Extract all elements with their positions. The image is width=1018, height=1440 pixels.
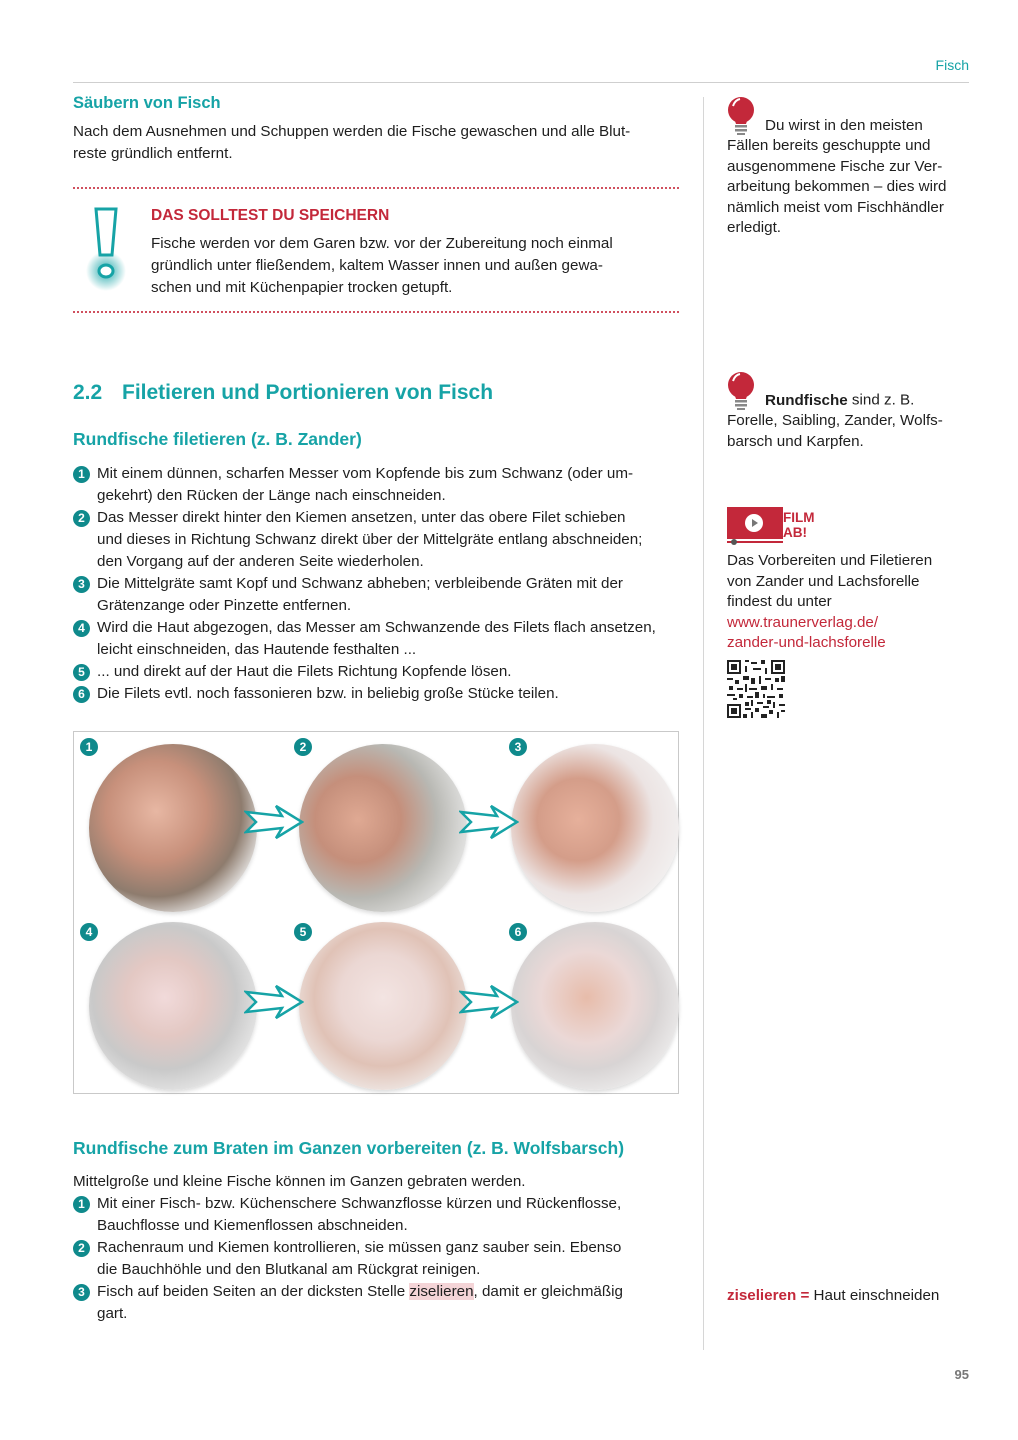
- film-label-line: AB!: [783, 525, 807, 540]
- section-title-text: Filetieren und Portionieren von Fisch: [122, 381, 494, 404]
- cleaning-text: [73, 121, 679, 165]
- highlighted-term: ziselieren: [409, 1283, 474, 1300]
- step-number-icon: 1: [73, 466, 90, 483]
- step-line: ... und direkt auf der Haut die Filets Richtung Kopfende lösen.: [97, 663, 512, 680]
- arrow-right-icon: [459, 984, 519, 1020]
- roast-intro: Mittelgroße und kleine Fische können im Ganzen gebraten werden.: [73, 1173, 526, 1190]
- film-label: [783, 510, 815, 540]
- fillet-step: [73, 661, 679, 683]
- play-icon: [745, 514, 763, 532]
- arrow-right-icon: [244, 984, 304, 1020]
- fillet-photo-sequence: [73, 731, 679, 1094]
- tip-2-text: sind z. B.: [847, 391, 915, 409]
- tip-1-line: Fällen bereits geschuppte und: [727, 137, 931, 154]
- fillet-step: [73, 463, 679, 507]
- video-progress-knob: [731, 539, 737, 545]
- video-play-icon[interactable]: [727, 507, 783, 539]
- memo-bottom-border: [73, 311, 679, 313]
- step-line: den Vorgang auf der anderen Seite wiederholen.: [97, 553, 424, 570]
- step-number-icon: 2: [73, 1240, 90, 1257]
- tip-2-line: Forelle, Saibling, Zander, Wolfs-: [727, 412, 943, 429]
- step-number-icon: 5: [73, 664, 90, 681]
- memo-text-line: gründlich unter fließendem, kaltem Wasser innen und außen gewa-: [151, 257, 603, 274]
- tip-2: [727, 371, 967, 452]
- step-line: die Bauchhöhle und den Blutkanal am Rückgrat reinigen.: [97, 1261, 481, 1278]
- fillet-step: [73, 507, 679, 573]
- roast-step: [73, 1281, 679, 1325]
- tip-1-line: nämlich meist vom Fischhändler: [727, 198, 944, 216]
- margin-rule: [703, 97, 704, 1350]
- tip-2-line: barsch und Karpfen.: [727, 432, 864, 450]
- step-number-icon: 3: [73, 576, 90, 593]
- step-line: leicht einschneiden, das Hautende festhalten ...: [97, 641, 417, 658]
- tip-1: [727, 96, 967, 239]
- memo-text-line: Fische werden vor dem Garen bzw. vor der Zubereitung noch einmal: [151, 235, 613, 252]
- roast-heading: Rundfische zum Braten im Ganzen vorbereiten (z. B. Wolfsbarsch): [73, 1138, 625, 1158]
- fillet-steps-list: [73, 463, 679, 705]
- step-number-icon: 1: [73, 1196, 90, 1213]
- section-number: 2.2: [73, 381, 103, 404]
- photo-label-2: 2: [294, 738, 312, 756]
- glossary-entry: [727, 1286, 967, 1307]
- step-line: und dieses in Richtung Schwanz direkt über der Mittelgräte entlang abschneiden;: [97, 531, 643, 548]
- memo-text: [151, 233, 681, 299]
- photo-step-5: [299, 922, 467, 1090]
- step-number-icon: 2: [73, 510, 90, 527]
- step-line: gart.: [97, 1305, 128, 1322]
- step-line: Mit einer Fisch- bzw. Küchenschere Schwanzflosse kürzen und Rückenflosse,: [97, 1195, 622, 1212]
- step-line: Bauchflosse und Kiemenflossen abschneiden.: [97, 1217, 408, 1234]
- tip-1-line: arbeitung bekommen – dies wird: [727, 178, 947, 195]
- fillet-heading: Rundfische filetieren (z. B. Zander): [73, 429, 362, 449]
- arrow-right-icon: [244, 804, 304, 840]
- cleaning-text-line: Nach dem Ausnehmen und Schuppen werden die Fische gewaschen und alle Blut-: [73, 123, 631, 140]
- tip-2-first-line: [727, 371, 967, 411]
- film-link[interactable]: zander-und-lachsforelle: [727, 634, 886, 651]
- exclamation-icon: [82, 205, 128, 295]
- roast-step: [73, 1193, 679, 1237]
- tip-1-first-line: [727, 96, 967, 136]
- step-number-icon: 3: [73, 1284, 90, 1301]
- cleaning-heading: Säubern von Fisch: [73, 94, 221, 112]
- step-number-icon: 4: [73, 620, 90, 637]
- fillet-step: [73, 573, 679, 617]
- running-head: Fisch: [935, 57, 969, 73]
- tip-2-bold-term: Rundfische: [765, 391, 848, 409]
- photo-step-1: [89, 744, 257, 912]
- film-text: [727, 551, 967, 654]
- film-label-line: FILM: [783, 510, 815, 525]
- step-line: Wird die Haut abgezogen, das Messer am Schwanzende des Filets flach ansetzen,: [97, 619, 656, 636]
- photo-step-2: [299, 744, 467, 912]
- arrow-right-icon: [459, 804, 519, 840]
- step-line: Mit einem dünnen, scharfen Messer vom Kopfende bis zum Schwanz (oder um-: [97, 465, 634, 482]
- step-line: [97, 1281, 679, 1303]
- tip-1-text: Du wirst in den meisten: [765, 116, 923, 134]
- lightbulb-icon: [727, 96, 759, 136]
- step-line: Die Mittelgräte samt Kopf und Schwanz abheben; verbleibende Gräten mit der: [97, 575, 623, 592]
- photo-label-6: 6: [509, 923, 527, 941]
- memo-top-border: [73, 187, 679, 189]
- page-number: 95: [954, 1367, 969, 1382]
- qr-code-icon[interactable]: [727, 660, 785, 718]
- step-line: Rachenraum und Kiemen kontrollieren, sie müssen ganz sauber sein. Ebenso: [97, 1239, 622, 1256]
- step-text: Fisch auf beiden Seiten an der dicksten Stelle: [97, 1283, 410, 1300]
- glossary-definition: Haut einschneiden: [809, 1287, 940, 1304]
- photo-step-4: [89, 922, 257, 1090]
- step-line: Das Messer direkt hinter den Kiemen ansetzen, unter das obere Filet schieben: [97, 509, 626, 526]
- film-text-line: findest du unter: [727, 593, 832, 610]
- fillet-step: [73, 683, 679, 705]
- film-text-line: Das Vorbereiten und Filetieren: [727, 552, 933, 569]
- lightbulb-icon: [727, 371, 759, 411]
- memo-title: DAS SOLLTEST DU SPEICHERN: [151, 207, 390, 224]
- step-number-icon: 6: [73, 686, 90, 703]
- step-text: , damit er gleichmäßig: [473, 1283, 623, 1300]
- film-link[interactable]: www.traunerverlag.de/: [727, 613, 879, 631]
- photo-label-3: 3: [509, 738, 527, 756]
- photo-label-5: 5: [294, 923, 312, 941]
- memo-text-line: schen und mit Küchenpapier trocken getupft.: [151, 279, 453, 296]
- photo-label-1: 1: [80, 738, 98, 756]
- roast-steps-list: [73, 1193, 679, 1325]
- step-line: gekehrt) den Rücken der Länge nach einschneiden.: [97, 487, 446, 504]
- tip-1-line: erledigt.: [727, 219, 782, 236]
- section-title: [73, 381, 679, 405]
- tip-1-line: ausgenommene Fische zur Ver-: [727, 157, 943, 175]
- cleaning-text-line: reste gründlich entfernt.: [73, 145, 233, 162]
- glossary-term: ziselieren =: [727, 1287, 810, 1304]
- photo-step-6: [511, 922, 679, 1090]
- step-line: Grätenzange oder Pinzette entfernen.: [97, 597, 352, 614]
- header-rule: [73, 82, 969, 83]
- photo-label-4: 4: [80, 923, 98, 941]
- photo-step-3: [511, 744, 679, 912]
- step-line: Die Filets evtl. noch fassonieren bzw. in beliebig große Stücke teilen.: [97, 685, 559, 702]
- fillet-step: [73, 617, 679, 661]
- roast-step: [73, 1237, 679, 1281]
- film-text-line: von Zander und Lachsforelle: [727, 572, 920, 590]
